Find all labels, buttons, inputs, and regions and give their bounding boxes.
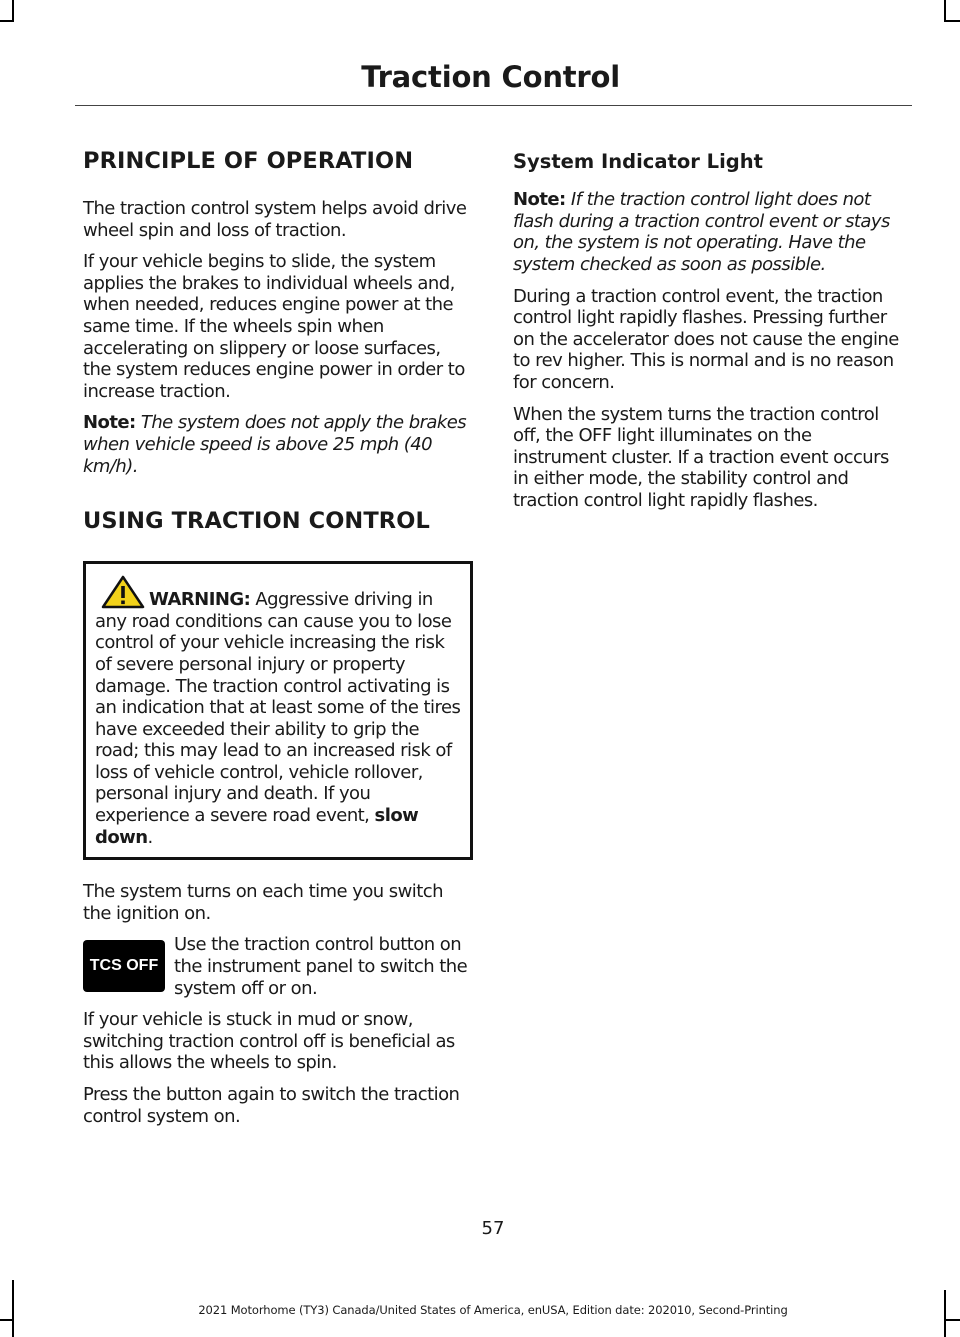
page-header-title: Traction Control <box>361 60 620 94</box>
crop-mark-bottom-left-h <box>0 1319 14 1321</box>
paragraph: Press the button again to switch the traction control system on. <box>83 1084 460 1127</box>
section-heading-principle: PRINCIPLE OF OPERATION <box>83 148 414 174</box>
warning-end: . <box>147 826 153 848</box>
paragraph: If your vehicle begins to slide, the system applies the brakes to individual wheels and, when needed, reduces engine power at the same time. If the wheels spin when accelerating on slippery or loose surfaces, the system reduces engine power in order to increase traction. <box>83 251 465 402</box>
right-column <box>513 148 906 522</box>
crop-mark-top-left <box>12 0 14 22</box>
paragraph: During a traction control event, the traction control light rapidly flashes. Pressing further on the accelerator does not cause the engine to rev higher. This is normal and is no reason for concern. <box>513 285 899 394</box>
left-column <box>83 148 473 1137</box>
note-label: Note: <box>513 189 566 211</box>
warning-box <box>83 561 473 860</box>
paragraph: The traction control system helps avoid drive wheel spin and loss of traction. <box>83 198 467 241</box>
paragraph: When the system turns the traction control off, the OFF light illuminates on the instrument cluster. If a traction event occurs in either mode, the stability control and traction control light rapidly flashes. <box>513 403 889 512</box>
note-label: Note: <box>83 412 136 434</box>
warning-label: WARNING: <box>149 589 251 611</box>
note <box>513 189 906 275</box>
tcs-button-row <box>83 934 473 999</box>
tcs-off-icon: TCS OFF <box>83 940 165 992</box>
warning-text <box>95 575 461 848</box>
warning-emphasis: slow down <box>95 805 419 848</box>
warning-body: Aggressive driving in any road conditions can cause you to lose control of your vehicle increasing the risk of severe personal injury or property damage. The traction control activating is an indication that at least some of the tires have exceeded their ability to grip the road; this may lead to an increased risk of loss of vehicle control, vehicle rollover, personal injury and death. If you experience a severe road event, <box>95 589 461 827</box>
crop-mark-top-left-h <box>0 20 14 22</box>
footer-edition: 2021 Motorhome (TY3) Canada/United States of America, enUSA, Edition date: 202010, Second-Printing <box>198 1303 788 1317</box>
page-number: 57 <box>481 1218 505 1239</box>
crop-mark-top-right <box>944 0 946 22</box>
note-text: If the traction control light does not flash during a traction control event or stays on, the system is not operating. Have the system checked as soon as possible. <box>513 189 890 276</box>
note-text: The system does not apply the brakes when vehicle speed is above 25 mph (40 km/h). <box>83 412 467 477</box>
paragraph: Use the traction control button on the instrument panel to switch the system off or on. <box>174 934 468 999</box>
paragraph: The system turns on each time you switch the ignition on. <box>83 881 443 924</box>
warning-triangle-icon <box>101 575 145 609</box>
crop-mark-bottom-right-h <box>944 1319 960 1321</box>
crop-mark-top-right-h <box>944 20 960 22</box>
header-rule <box>75 105 912 106</box>
note <box>83 412 473 477</box>
subheading-system-indicator: System Indicator Light <box>513 150 763 173</box>
paragraph: If your vehicle is stuck in mud or snow, switching traction control off is beneficial as this allows the wheels to spin. <box>83 1009 455 1074</box>
section-heading-using: USING TRACTION CONTROL <box>83 508 430 535</box>
